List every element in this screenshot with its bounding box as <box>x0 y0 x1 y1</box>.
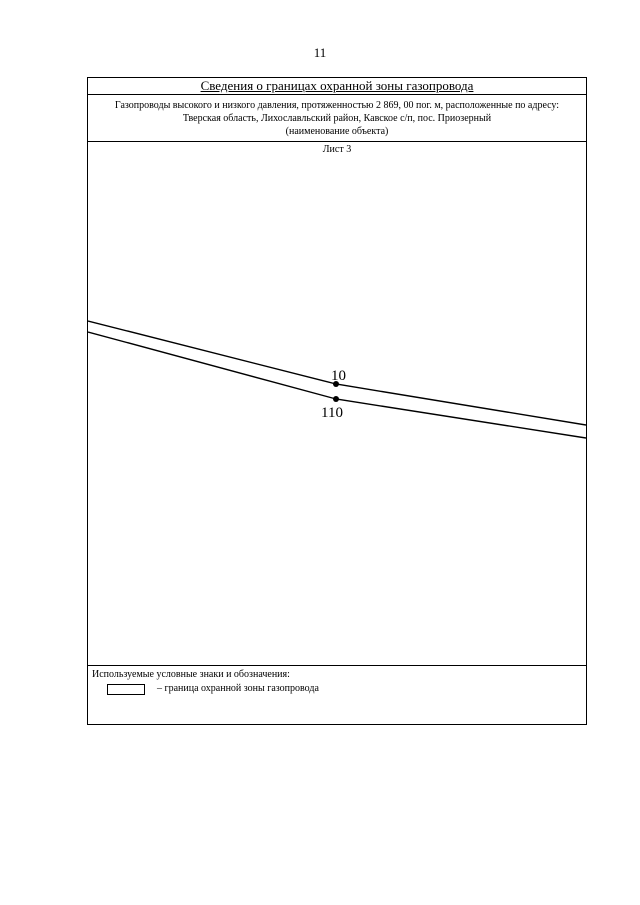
document-title-row <box>88 78 586 95</box>
legend-zone-boundary-label: – граница охранной зоны газопровода <box>157 683 319 694</box>
document-frame <box>87 77 587 725</box>
map-area <box>88 142 586 666</box>
point-label-110: 110 <box>321 405 343 421</box>
legend-zone-boundary-symbol <box>107 684 145 695</box>
document-title: Сведения о границах охранной зоны газопровода <box>200 78 474 93</box>
sheet-label: Лист 3 <box>322 144 352 155</box>
object-caption: (наименование объекта) <box>285 126 389 137</box>
boundary-point-110 <box>333 396 339 402</box>
object-description <box>88 95 586 142</box>
point-label-10: 10 <box>331 368 346 384</box>
legend-title: Используемые условные знаки и обозначения: <box>92 669 290 680</box>
map-canvas <box>88 142 586 666</box>
page-number: 11 <box>313 45 327 60</box>
object-description-line-1: Газопроводы высокого и низкого давления, протяженностью 2 869, 00 пог. м, расположенные по адресу: <box>114 100 560 111</box>
legend <box>88 666 586 724</box>
object-description-line-2: Тверская область, Лихославльский район, Кавское с/п, пос. Приозерный <box>182 113 492 124</box>
